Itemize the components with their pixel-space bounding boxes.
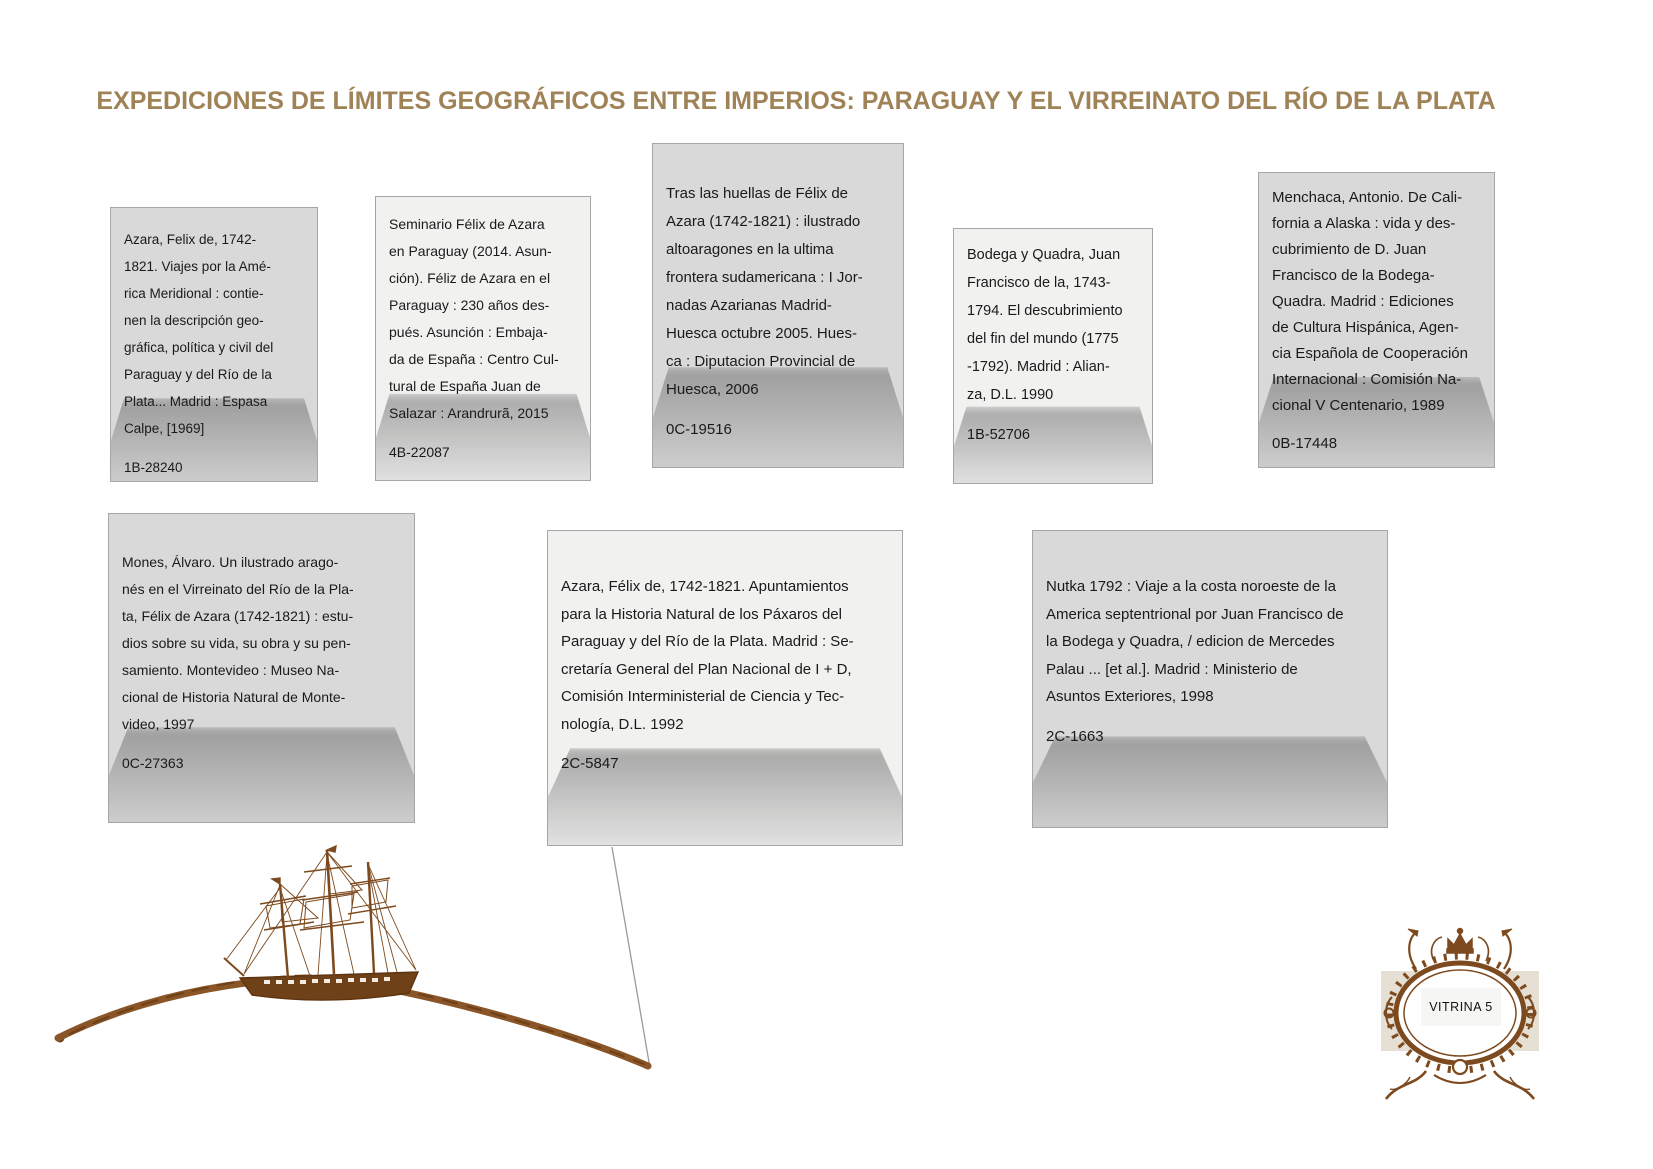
card-text-line: tural de España Juan de xyxy=(389,378,541,394)
bib-card-apuntamientos xyxy=(547,530,903,846)
card-text xyxy=(967,241,1146,409)
card-text-line: da de España : Centro Cul- xyxy=(389,351,559,367)
card-text-line: dios sobre su vida, su obra y su pen- xyxy=(122,635,351,651)
card-text-line: Paraguay y del Río de la xyxy=(124,367,272,382)
card-text-line: za, D.L. 1990 xyxy=(967,387,1054,403)
card-text-line: Nutka 1792 : Viaje a la costa noroeste de la xyxy=(1046,578,1336,595)
card-text-line: Paraguay y del Río de la Plata. Madrid : Se- xyxy=(561,633,854,650)
card-text-line: Paraguay : 230 años des- xyxy=(389,297,550,313)
card-text-line: nadas Azarianas Madrid- xyxy=(666,297,832,314)
card-text-line: 1821. Viajes por la Amé- xyxy=(124,259,271,274)
card-text-line: fornia a Alaska : vida y des- xyxy=(1272,215,1456,232)
card-text-line: Internacional : Comisión Na- xyxy=(1272,371,1462,388)
ship-icon xyxy=(224,846,418,1000)
card-text-line: cia Española de Cooperación xyxy=(1272,345,1468,362)
card-text-line: Azara, Félix de, 1742-1821. Apuntamientos xyxy=(561,578,849,595)
card-text-line: cional de Historia Natural de Monte- xyxy=(122,689,346,705)
call-number: 0C-19516 xyxy=(666,421,732,438)
card-text-line: Asuntos Exteriores, 1998 xyxy=(1046,688,1214,705)
call-number: 1B-28240 xyxy=(124,460,183,475)
call-number: 1B-52706 xyxy=(967,427,1030,443)
card-text-line: cretaría General del Plan Nacional de I + D, xyxy=(561,660,852,678)
card-text-line: Huesca octubre 2005. Hues- xyxy=(666,325,857,342)
card-text-line: gráfica, política y civil del xyxy=(124,340,274,355)
bib-card-mones xyxy=(108,513,415,823)
card-text-line: Huesca, 2006 xyxy=(666,381,759,398)
card-text-line: 1794. El descubrimiento xyxy=(967,303,1123,319)
card-text-line: pués. Asunción : Embaja- xyxy=(389,324,548,340)
card-text-line: nés en el Virreinato del Río de la Pla- xyxy=(122,581,354,597)
card-text-line: video, 1997 xyxy=(122,716,195,732)
card-text-line: en Paraguay (2014. Asun- xyxy=(389,243,552,259)
card-text-line: altoaragones en la ultima xyxy=(666,241,834,258)
card-text-line: nología, D.L. 1992 xyxy=(561,715,684,733)
card-text-line: para la Historia Natural de los Páxaros del xyxy=(561,605,842,623)
bib-card-seminario-azara xyxy=(375,196,591,481)
card-text-line: America septentrional por Juan Francisco de xyxy=(1046,605,1344,623)
card-text-line: Azara, Felix de, 1742- xyxy=(124,232,257,247)
card-text-line: Plata... Madrid : Espasa xyxy=(124,394,268,409)
card-text-line: ca : Diputacion Provincial de xyxy=(666,353,856,370)
call-number: 0C-27363 xyxy=(122,755,184,771)
card-text-line: rica Meridional : contie- xyxy=(124,286,264,301)
bib-card-bodega-quadra xyxy=(953,228,1153,484)
card-text xyxy=(1046,573,1381,711)
card-text-line: frontera sudamericana : I Jor- xyxy=(666,269,863,286)
card-text-line: Bodega y Quadra, Juan xyxy=(967,247,1121,263)
card-text-line: la Bodega y Quadra, / edicion de Mercedes xyxy=(1046,633,1335,650)
card-text-line: Francisco de la, 1743- xyxy=(967,275,1111,291)
card-text-line: cubrimiento de D. Juan xyxy=(1272,241,1427,258)
pointer-line-icon xyxy=(612,847,650,1068)
card-text-line: Comisión Interministerial de Ciencia y Tec- xyxy=(561,688,845,705)
card-text-line: Azara (1742-1821) : ilustrado xyxy=(666,213,861,230)
call-number: 2C-5847 xyxy=(561,755,619,772)
card-text xyxy=(389,211,584,427)
card-text-line: Palau ... [et al.]. Madrid : Ministerio de xyxy=(1046,660,1298,678)
card-text-line: samiento. Montevideo : Museo Na- xyxy=(122,662,340,678)
bib-card-tras-las-huellas xyxy=(652,143,904,468)
call-number: 2C-1663 xyxy=(1046,727,1104,745)
card-text-line: Mones, Álvaro. Un ilustrado arago- xyxy=(122,554,339,570)
card-text xyxy=(124,226,311,442)
card-text-line: ción). Féliz de Azara en el xyxy=(389,270,551,286)
card-text-line: Menchaca, Antonio. De Cali- xyxy=(1272,189,1463,206)
card-text xyxy=(122,549,408,738)
bib-card-nutka xyxy=(1032,530,1388,828)
vitrina-label: VITRINA 5 xyxy=(1421,988,1501,1026)
card-text-line: Francisco de la Bodega- xyxy=(1272,267,1435,284)
card-text-line: Seminario Félix de Azara xyxy=(389,216,545,232)
call-number: 0B-17448 xyxy=(1272,435,1338,452)
bib-card-azara-viajes xyxy=(110,207,318,482)
card-text-line: Tras las huellas de Félix de xyxy=(666,185,849,202)
card-text-line: cional V Centenario, 1989 xyxy=(1272,397,1445,414)
card-text xyxy=(561,573,896,738)
card-text xyxy=(666,180,897,404)
card-text-line: del fin del mundo (1775 xyxy=(967,331,1119,347)
page-title: EXPEDICIONES DE LÍMITES GEOGRÁFICOS ENTRE IMPERIOS: PARAGUAY Y EL VIRREINATO DEL RÍO DE LA PLATA xyxy=(96,87,1496,115)
card-text-line: ta, Félix de Azara (1742-1821) : estu- xyxy=(122,608,354,624)
card-text-line: nen la descripción geo- xyxy=(124,313,264,328)
card-text-line: Salazar : Arandrurã, 2015 xyxy=(389,405,549,421)
bib-card-menchaca xyxy=(1258,172,1495,468)
card-text-line: Quadra. Madrid : Ediciones xyxy=(1272,293,1454,310)
card-text xyxy=(1272,185,1488,419)
card-text-line: de Cultura Hispánica, Agen- xyxy=(1272,319,1459,336)
call-number: 4B-22087 xyxy=(389,444,450,460)
card-text-line: Calpe, [1969] xyxy=(124,421,205,436)
card-text-line: -1792). Madrid : Alian- xyxy=(967,359,1110,375)
